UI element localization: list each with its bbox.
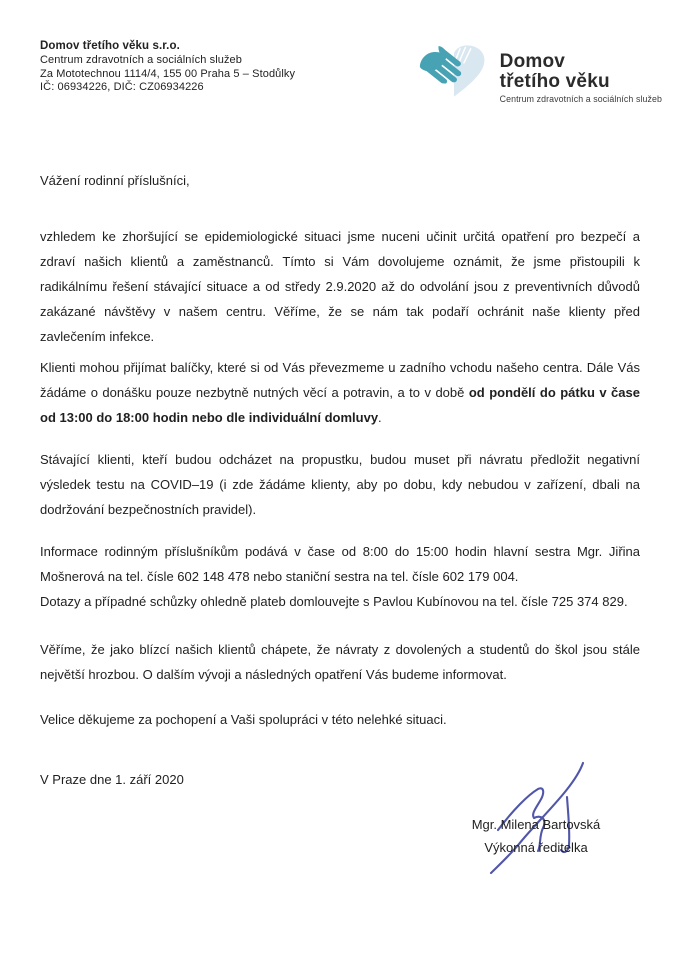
company-address: Za Mototechnou 1114/4, 155 00 Praha 5 – Stodůlky [40,67,296,80]
paragraph-contact-payments: Dotazy a případné schůzky ohledně plateb domlouvejte s Pavlou Kubínovou na tel. čísle 725 374 829. [40,594,628,609]
company-subtitle: Centrum zdravotních a sociálních služeb [40,53,242,66]
signatory-name: Mgr. Milena Bartovská [471,817,601,832]
paragraph-packages-period: . [378,410,382,425]
logo [416,40,662,104]
paragraph-packages-hours-bold: od pondělí do pátku v čase od 13:00 do 18:00 hodin nebo dle individuální domluvy [40,385,640,425]
paragraph-contact-nurse: Informace rodinným příslušníkům podává v čase od 8:00 do 15:00 hodin hlavní sestra Mgr. Jiřina Mošnerová na tel. čísle 602 148 478 nebo staniční sestra na tel. čísle 602 179 004. [40,544,640,584]
hands-heart-icon [416,40,492,102]
letter-body [40,168,640,792]
logo-title-line2: třetího věku [499,70,610,92]
paragraph-packages [40,355,640,430]
logo-tagline: Centrum zdravotních a sociálních služeb [499,94,662,104]
paragraph-measures: vzhledem ke zhoršující se epidemiologické situaci jsme nuceni učinit určitá opatření pro bezpečí a zdraví našich klientů a zaměstnanců. Tímto si Vám dovolujeme oznámit, že jsme přistoupili k radikálnímu řešení stávající situace a od středy 2.9.2020 až do odvolání jsou z preventivních důvodů zakázané návštěvy v našem centru. Věříme, že se nám tak podaří ochránit naše klienty před zavlečením infekce. [40,229,640,344]
paragraph-covid-test: Stávající klienti, kteří budou odcházet na propustku, budou muset při návratu předložit negativní výsledek testu na COVID–19 (i zde žádáme klienty, aby po dobu, kdy nebudou v zařízení, dbali na dodržování bezpečnostních pravidel). [40,452,640,517]
signatory-title: Výkonná ředitelka [484,840,588,855]
logo-wordmark [500,40,662,104]
paragraph-thanks: Velice děkujeme za pochopení a Vaši spolupráci v této nelehké situaci. [40,712,447,727]
letterhead [40,40,662,104]
paragraph-packages-text: Klienti mohou přijímat balíčky, které si od Vás převezmeme u zadního vchodu našeho centra. Dále Vás žádáme o donášku pouze nezbytně nutných věcí a potravin, a to v době [40,360,640,400]
company-name: Domov třetího věku s.r.o. [40,40,180,52]
signature-block [430,813,642,859]
date-place-line: V Praze dne 1. září 2020 [40,772,184,787]
company-info [40,40,295,95]
company-registration: IČ: 06934226, DIČ: CZ06934226 [40,81,204,94]
logo-title-line1: Domov [499,51,566,72]
salutation: Vážení rodinní příslušníci, [40,173,190,188]
paragraph-outlook: Věříme, že jako blízcí našich klientů chápete, že návraty z dovolených a studentů do škol jsou stále největší hrozbou. O dalším vývoji a následných opatření Vás budeme informovat. [40,642,640,682]
